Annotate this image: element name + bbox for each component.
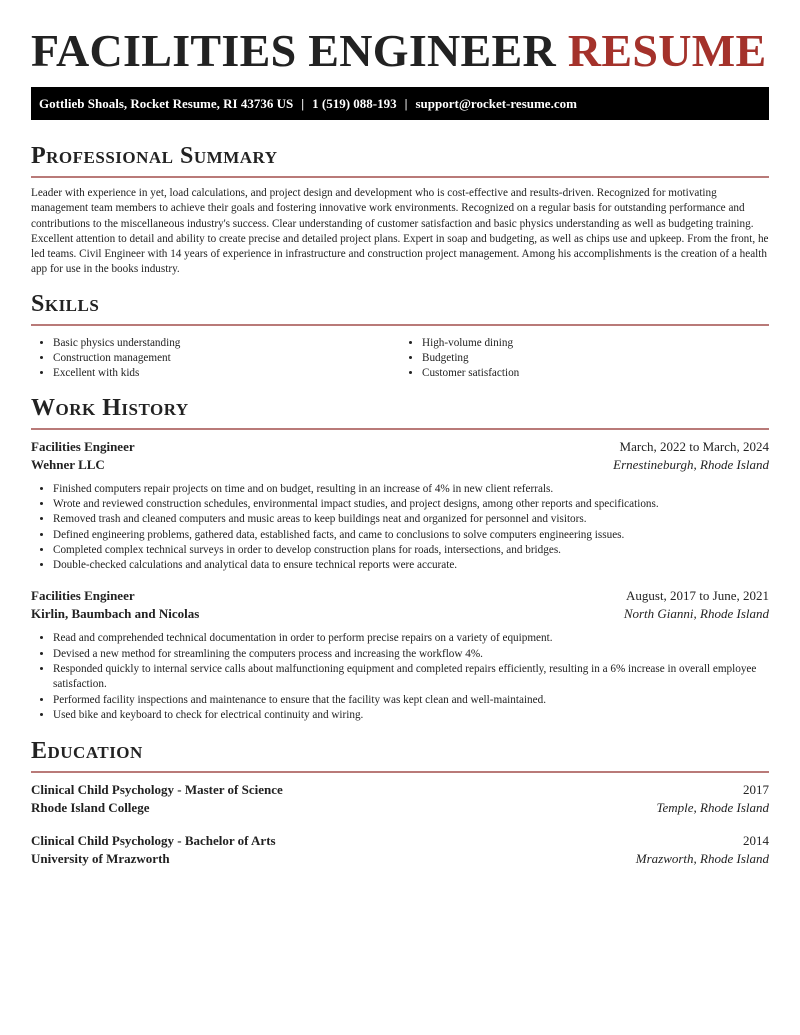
job-bullet: • Performed facility inspections and maintenance to ensure that the facility was kept clean and well-maintained. [53,693,769,708]
divider [31,176,769,178]
divider [31,324,769,326]
school: University of Mrazworth [31,851,170,867]
contact-email[interactable]: support@rocket-resume.com [415,96,577,111]
job-bullet: • Finished computers repair projects on time and on budget, resulting in an increase of 4% in new client referrals. [53,482,769,497]
job-location: Ernestineburgh, Rhode Island [613,456,769,472]
edu-year: 2014 [743,833,769,849]
education-entry [31,781,769,817]
job-title: Facilities Engineer [31,588,135,604]
job-dates: March, 2022 to March, 2024 [619,438,769,454]
contact-address: Gottlieb Shoals, Rocket Resume, RI 43736 US [39,96,294,111]
divider [31,428,769,430]
title-main: FACILITIES ENGINEER [31,25,557,76]
skills-left [31,336,400,382]
job-bullet: • Defined engineering problems, gathered data, established facts, and came to conclusions to solve computers engineering issues. [53,528,769,543]
job-bullet: • Used bike and keyboard to check for electrical continuity and wiring. [53,708,769,723]
summary-heading: Professional Summary [31,143,278,169]
title-accent: RESUME [567,25,767,76]
skills-list [31,334,769,382]
skills-heading: Skills [31,290,100,317]
edu-location: Mrazworth, Rhode Island [635,851,769,867]
job-bullets [31,482,769,574]
separator: | [301,96,305,111]
job-dates: August, 2017 to June, 2021 [626,588,769,604]
job-bullet: • Responded quickly to internal service calls about malfunctioning equipment and completed repairs efficiently, resulting in a 6% increase in overall employee satisfaction. [53,662,769,693]
job-location: North Gianni, Rhode Island [623,606,769,622]
skill-item: • High-volume dining [422,336,769,351]
job-bullet: • Double-checked calculations and analytical data to ensure technical reports were accurate. [53,558,769,573]
divider [31,771,769,773]
summary-text: Leader with experience in yet, load calculations, and project design and development who is cost-effective and results-driven. Recognized for motivating management team members to achieve their goals and fostering innovative work environments. Recognized on a regular basis for outstanding performance and contributions to the miscellaneous industry's success. Clear understanding of customer satisfaction and basic physics understanding as well as budgeting training. Excellent attention to detail and ability to create precise and detailed project plans. Expert in soap and budgeting, as well as chips use and upkeep. From the front, he led teams. Civil Engineer with 14 years of experience in infrastructure and construction project management. Among his accomplishments is the creation of a health app for use in the books industry. [31,187,769,276]
degree: Clinical Child Psychology - Master of Science [31,782,283,798]
job-bullets [31,631,769,723]
edu-year: 2017 [743,782,769,798]
education-heading: Education [31,738,143,765]
job-bullet: • Wrote and reviewed construction schedules, environmental impact studies, and project designs, among other reports and specifications. [53,497,769,512]
skill-item: • Customer satisfaction [422,366,769,381]
job-bullet: • Completed complex technical surveys in order to develop construction plans for roads, intersections, and bridges. [53,543,769,558]
job-bullet: • Devised a new method for streamlining the computers process and increasing the workflow 4%. [53,647,769,662]
job-company: Wehner LLC [31,456,105,472]
education-entry [31,832,769,868]
job-entry [31,438,769,574]
degree: Clinical Child Psychology - Bachelor of Arts [31,833,276,849]
skill-item: • Excellent with kids [53,366,400,381]
job-bullet: • Removed trash and cleaned computers and music areas to keep buildings neat and organized for personnel and visitors. [53,512,769,527]
job-entry [31,587,769,723]
edu-location: Temple, Rhode Island [656,800,769,816]
job-company: Kirlin, Baumbach and Nicolas [31,606,200,622]
contact-bar [31,87,769,120]
skill-item: • Basic physics understanding [53,336,400,351]
school: Rhode Island College [31,800,150,816]
skill-item: • Construction management [53,351,400,366]
skills-right [400,336,769,382]
separator: | [404,96,408,111]
job-bullet: • Read and comprehended technical documentation in order to perform precise repairs on a variety of equipment. [53,631,769,646]
job-title: Facilities Engineer [31,438,135,454]
resume-title [31,26,769,76]
contact-phone: 1 (519) 088-193 [312,96,397,111]
skill-item: • Budgeting [422,351,769,366]
work-heading: Work History [31,394,189,421]
